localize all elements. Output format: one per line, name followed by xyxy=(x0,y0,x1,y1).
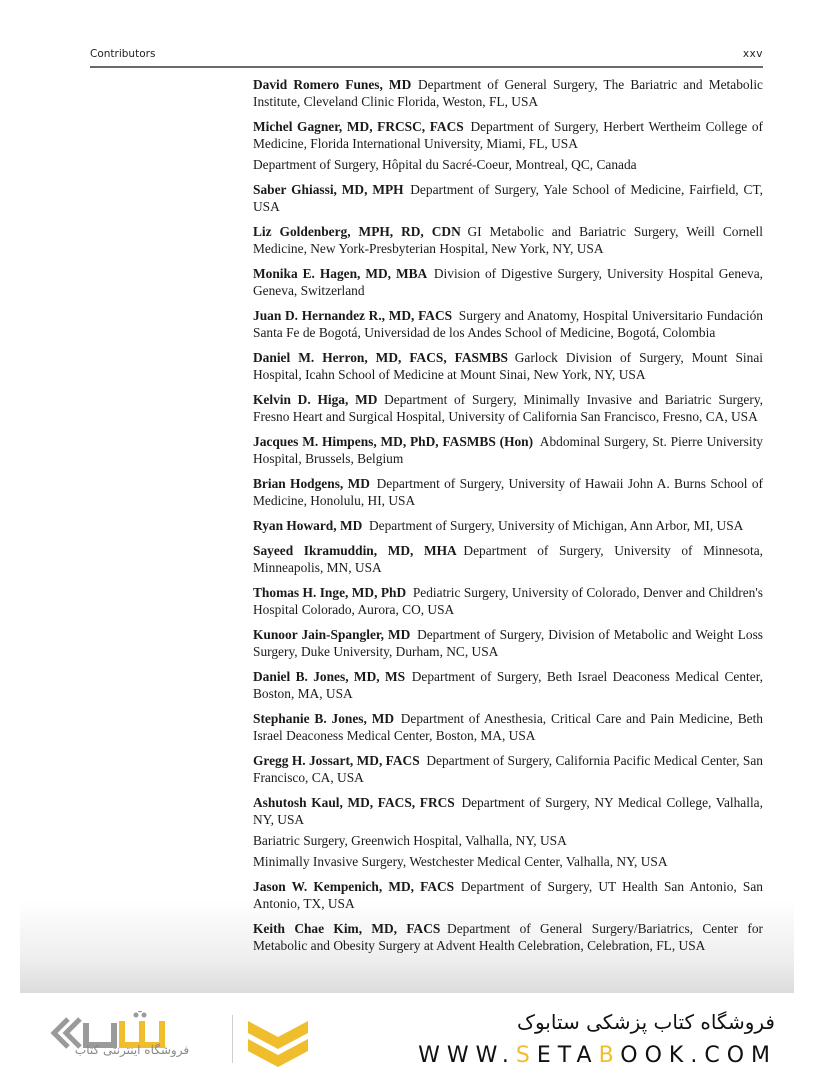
contributor-entry xyxy=(253,307,763,341)
contributor-entry xyxy=(253,626,763,660)
contributor-additional-affiliation: Department of Surgery, Hôpital du Sacré-Coeur, Montreal, QC, Canada xyxy=(253,157,637,172)
contributor-affiliation: GI Metabolic and Bariatric Surgery, Weill Cornell Medicine, New York-Presbyterian Hospital, New York, NY, USA xyxy=(253,224,763,256)
contributor-name: Daniel M. Herron, MD, FACS, FASMBS xyxy=(253,350,508,365)
setabook-logo-icon xyxy=(38,1011,318,1071)
header-rule xyxy=(90,66,763,68)
contributor-name: Ryan Howard, MD xyxy=(253,518,363,533)
contributor-affiliation: Department of Surgery, Minimally Invasive and Bariatric Surgery, Fresno Heart and Surgical Hospital, University of California San Francisco, Fresno, CA, USA xyxy=(253,392,764,424)
contributor-affiliation: Abdominal Surgery, St. Pierre University Hospital, Brussels, Belgium xyxy=(253,434,763,466)
contributor-affiliation: Department of Anesthesia, Critical Care and Pain Medicine, Beth Israel Deaconess Medical Center, Boston, MA, USA xyxy=(253,711,763,743)
page-number: xxv xyxy=(742,48,763,60)
contributor-name: Monika E. Hagen, MD, MBA xyxy=(253,266,428,281)
contributor-entry xyxy=(253,223,763,257)
store-url[interactable] xyxy=(418,1043,777,1068)
contributor-entry xyxy=(253,878,763,912)
contributor-name: Juan D. Hernandez R., MD, FACS xyxy=(253,308,453,323)
contributor-entry xyxy=(253,181,763,215)
contributor-name: Kelvin D. Higa, MD xyxy=(253,392,378,407)
url-part: OOK.COM xyxy=(620,1043,777,1068)
contributor-affiliation: Department of Surgery, Beth Israel Deaconess Medical Center, Boston, MA, USA xyxy=(253,669,763,701)
contributor-additional-affiliation: Bariatric Surgery, Greenwich Hospital, Valhalla, NY, USA xyxy=(253,833,567,848)
contributor-affiliation: Department of Surgery, UT Health San Antonio, San Antonio, TX, USA xyxy=(253,879,763,911)
contributor-affiliation: Department of Surgery, Division of Metabolic and Weight Loss Surgery, Duke University, Durham, NC, USA xyxy=(253,627,763,659)
contributor-affiliation: Department of Surgery, Herbert Wertheim College of Medicine, Florida International University, Miami, FL, USA xyxy=(253,119,763,151)
contributor-affiliation: Department of Surgery, Yale School of Medicine, Fairfield, CT, USA xyxy=(253,182,763,214)
contributor-affiliation: Garlock Division of Surgery, Mount Sinai Hospital, Icahn School of Medicine at Mount Sinai, New York, NY, USA xyxy=(253,350,763,382)
contributor-entry xyxy=(253,349,763,383)
document-page xyxy=(20,0,794,993)
contributors-list xyxy=(253,76,763,962)
contributor-name: Thomas H. Inge, MD, PhD xyxy=(253,585,407,600)
contributor-affiliation: Division of Digestive Surgery, University Hospital Geneva, Geneva, Switzerland xyxy=(253,266,763,298)
contributor-affiliation: Department of Surgery, University of Michigan, Ann Arbor, MI, USA xyxy=(368,518,744,533)
contributor-affiliation: Department of Surgery, University of Minnesota, Minneapolis, MN, USA xyxy=(253,543,764,575)
contributor-entry xyxy=(253,517,763,534)
contributor-name: Liz Goldenberg, MPH, RD, CDN xyxy=(253,224,461,239)
contributor-name: Brian Hodgens, MD xyxy=(253,476,370,491)
contributor-affiliation: Department of Surgery, NY Medical College, Valhalla, NY, USA xyxy=(253,795,763,827)
store-name: فروشگاه کتاب پزشکی ستابوک xyxy=(517,1010,775,1034)
contributor-entry xyxy=(253,391,763,425)
contributor-name: Stephanie B. Jones, MD xyxy=(253,711,395,726)
contributor-affiliation: Department of General Surgery, The Bariatric and Metabolic Institute, Cleveland Clinic Florida, Weston, FL, USA xyxy=(253,77,763,109)
contributor-affiliation: Department of Surgery, California Pacific Medical Center, San Francisco, CA, USA xyxy=(253,753,763,785)
contributor-entry xyxy=(253,475,763,509)
contributor-name: Gregg H. Jossart, MD, FACS xyxy=(253,753,420,768)
contributor-name: Michel Gagner, MD, FRCSC, FACS xyxy=(253,119,464,134)
contributor-affiliation: Surgery and Anatomy, Hospital Universitario Fundación Santa Fe de Bogotá, Universidad de los Andes School of Medicine, Bogotá, Colombia xyxy=(253,308,763,340)
contributor-entry xyxy=(253,433,763,467)
contributor-affiliation: Department of General Surgery/Bariatrics, Center for Metabolic and Obesity Surgery at Advent Health Celebration, Celebration, FL, USA xyxy=(253,921,763,953)
contributor-name: Jacques M. Himpens, MD, PhD, FASMBS (Hon) xyxy=(253,434,534,449)
contributor-entry xyxy=(253,710,763,744)
logo-tagline: فروشگاه اینترنتی کتاب xyxy=(74,1043,190,1057)
contributor-name: Saber Ghiassi, MD, MPH xyxy=(253,182,404,197)
url-part: ETA xyxy=(536,1043,599,1068)
contributor-entry xyxy=(253,752,763,786)
contributor-entry xyxy=(253,584,763,618)
url-accent: S xyxy=(515,1043,537,1068)
contributor-entry xyxy=(253,265,763,299)
contributor-entry xyxy=(253,76,763,110)
contributor-entry xyxy=(253,542,763,576)
logo-divider xyxy=(232,1015,233,1063)
contributor-name: Jason W. Kempenich, MD, FACS xyxy=(253,879,455,894)
contributor-name: Kunoor Jain-Spangler, MD xyxy=(253,627,411,642)
contributor-affiliation: Department of Surgery, University of Hawaii John A. Burns School of Medicine, Honolulu, HI, USA xyxy=(253,476,763,508)
contributor-name: Keith Chae Kim, MD, FACS xyxy=(253,921,441,936)
running-head xyxy=(90,46,763,66)
contributor-name: David Romero Funes, MD xyxy=(253,77,412,92)
contributor-entry xyxy=(253,794,763,870)
contributor-name: Ashutosh Kaul, MD, FACS, FRCS xyxy=(253,795,455,810)
watermark-footer xyxy=(0,993,813,1080)
contributor-name: Daniel B. Jones, MD, MS xyxy=(253,669,406,684)
contributor-affiliation: Pediatric Surgery, University of Colorado, Denver and Children's Hospital Colorado, Aurora, CO, USA xyxy=(253,585,763,617)
url-part: WWW. xyxy=(418,1043,516,1068)
contributor-additional-affiliation: Minimally Invasive Surgery, Westchester Medical Center, Valhalla, NY, USA xyxy=(253,854,668,869)
running-head-section: Contributors xyxy=(90,48,156,60)
url-accent: B xyxy=(598,1043,621,1068)
contributor-entry xyxy=(253,920,763,954)
contributor-entry xyxy=(253,118,763,173)
contributor-name: Sayeed Ikramuddin, MD, MHA xyxy=(253,543,457,558)
contributor-entry xyxy=(253,668,763,702)
